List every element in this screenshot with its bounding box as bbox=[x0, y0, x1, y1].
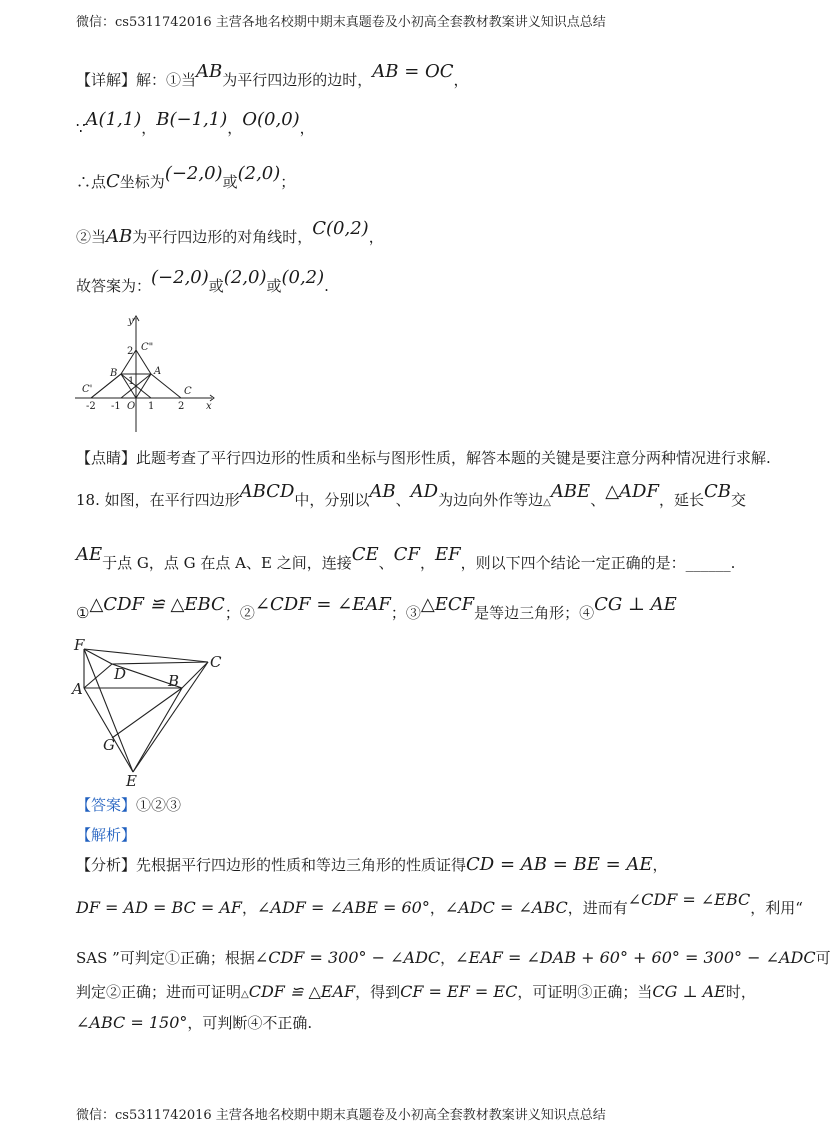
tick-y-1: 1 bbox=[128, 376, 135, 387]
analysis-line-5 bbox=[76, 1013, 312, 1033]
math: ∠CDF = ∠EAF bbox=[254, 594, 391, 615]
math: (0,2) bbox=[281, 267, 325, 288]
math: △ECF bbox=[420, 594, 475, 615]
tick-x-m2: -2 bbox=[86, 401, 96, 412]
math: EF bbox=[434, 544, 461, 565]
text: ，利用“ bbox=[750, 899, 803, 917]
text: 、 bbox=[590, 491, 606, 509]
text: ， bbox=[141, 119, 157, 137]
text: ，进而有 bbox=[567, 899, 628, 917]
text: 坐标为 bbox=[119, 173, 165, 191]
math: CF bbox=[393, 544, 420, 565]
text: 为平行四边形的边时， bbox=[222, 71, 373, 89]
page-header: 微信：cs5311742016 主营各地名校期中期末真题卷及小初高全套教材教案讲义知识点总结 bbox=[76, 15, 606, 30]
math: (−2,0) bbox=[164, 163, 223, 184]
text: ，可证明③正确；当 bbox=[517, 983, 653, 1001]
text: 是等边三角形；④ bbox=[474, 604, 595, 622]
text: ；③ bbox=[390, 604, 421, 622]
math: B(−1,1) bbox=[156, 109, 228, 130]
math: CF = EF = EC bbox=[400, 982, 518, 1001]
q18-line-1 bbox=[76, 481, 746, 513]
q18-line-2 bbox=[76, 544, 736, 573]
segment-fc bbox=[84, 649, 208, 662]
label-d: D bbox=[114, 665, 127, 683]
point-b-label: B bbox=[110, 368, 118, 379]
math: ABE bbox=[550, 481, 591, 502]
detail-line-5 bbox=[76, 267, 329, 296]
math: CD = AB = BE = AE bbox=[466, 854, 653, 875]
point-c1-label: C' bbox=[82, 384, 93, 395]
math: ∠ADC = ∠ABC bbox=[444, 898, 568, 917]
text: 为平行四边形的对角线时， bbox=[132, 228, 313, 246]
text: 或 bbox=[266, 277, 282, 295]
text: 交 bbox=[730, 491, 746, 509]
geometry-figure bbox=[70, 636, 230, 788]
math: AE bbox=[76, 544, 103, 565]
math: CB bbox=[703, 481, 731, 502]
math: CDF ≌ △EAF bbox=[248, 982, 356, 1001]
edge bbox=[136, 350, 151, 374]
text: SAS ”可判定①正确；根据 bbox=[76, 949, 255, 967]
math: DF = AD = BC = AF bbox=[76, 898, 242, 917]
math: A(1,1) bbox=[85, 109, 142, 130]
math: CG ⊥ AE bbox=[594, 594, 677, 615]
segment-bc bbox=[182, 662, 208, 688]
text: 中，分别以 bbox=[294, 491, 370, 509]
math: (2,0) bbox=[223, 267, 267, 288]
triangle-symbol: △ bbox=[543, 497, 551, 508]
text: ，可判断④不正确. bbox=[187, 1014, 313, 1032]
detail-line-2 bbox=[76, 109, 315, 138]
label-c: C bbox=[210, 653, 222, 671]
text: ；② bbox=[224, 604, 255, 622]
math: O(0,0) bbox=[242, 109, 300, 130]
comment-line: 【点睛】此题考查了平行四边形的性质和坐标与图形性质，解答本题的关键是要注意分两种情况进行求解. bbox=[76, 449, 771, 467]
math: ∠EAF = ∠DAB + 60° + 60° = 300° − ∠ADC bbox=[455, 948, 816, 967]
text: ，延长 bbox=[658, 491, 704, 509]
math: ∠ABC = 150° bbox=[76, 1013, 188, 1032]
analysis-line-2 bbox=[76, 890, 803, 918]
text: 可 bbox=[815, 949, 831, 967]
math: ∠CDF = 300° − ∠ADC bbox=[254, 948, 441, 967]
segment-be bbox=[133, 688, 182, 772]
detail-line-1 bbox=[76, 61, 469, 90]
math: ∠ADF = ∠ABE = 60° bbox=[257, 898, 430, 917]
answer-label: 【答案】 bbox=[76, 796, 137, 814]
text: ， bbox=[453, 71, 469, 89]
tick-y-2: 2 bbox=[127, 346, 134, 357]
text: ，则以下四个结论一定正确的是：______. bbox=[460, 554, 736, 572]
label-a: A bbox=[72, 680, 83, 698]
analysis-line-1 bbox=[76, 855, 668, 875]
text: 、 bbox=[378, 554, 394, 572]
math: AB bbox=[369, 481, 396, 502]
label-e: E bbox=[126, 772, 137, 790]
tick-x-2: 2 bbox=[178, 401, 185, 412]
detail-line-3 bbox=[76, 163, 296, 192]
math: ∠CDF = ∠EBC bbox=[627, 890, 751, 909]
text: ， bbox=[652, 856, 668, 874]
segment-dc bbox=[112, 662, 208, 664]
text: 18. 如图，在平行四边形 bbox=[76, 491, 240, 509]
text: . bbox=[324, 277, 329, 295]
math: CE bbox=[351, 544, 379, 565]
label-f: F bbox=[74, 636, 85, 654]
math: AB = OC bbox=[372, 61, 454, 82]
math: CG ⊥ AE bbox=[652, 982, 726, 1001]
text: 为边向外作等边 bbox=[438, 491, 544, 509]
segment-ae bbox=[84, 688, 133, 772]
y-axis-label: y bbox=[128, 316, 134, 327]
analysis-line-4 bbox=[76, 982, 756, 1005]
math: AB bbox=[196, 61, 223, 82]
text: ②当 bbox=[76, 228, 107, 246]
text: ， bbox=[299, 119, 315, 137]
x-axis-label: x bbox=[206, 401, 212, 412]
math: ABCD bbox=[239, 481, 295, 502]
segment-bg bbox=[112, 688, 182, 738]
text: 或 bbox=[222, 173, 238, 191]
text: ； bbox=[280, 173, 296, 191]
label-g: G bbox=[103, 736, 115, 754]
text: 于点 G，点 G 在点 A、E 之间，连接 bbox=[102, 554, 352, 572]
text: 、 bbox=[395, 491, 411, 509]
text: ，得到 bbox=[355, 983, 401, 1001]
edge bbox=[136, 374, 151, 398]
text: ， bbox=[440, 949, 456, 967]
label-b: B bbox=[168, 672, 180, 690]
text: 故答案为： bbox=[76, 277, 152, 295]
math: △ADF bbox=[605, 481, 659, 502]
math: AD bbox=[410, 481, 439, 502]
point-a-label: A bbox=[154, 366, 162, 377]
q18-line-3 bbox=[76, 594, 677, 623]
detail-line-4 bbox=[76, 218, 384, 247]
text: ∵ bbox=[76, 119, 86, 137]
text: ， bbox=[419, 554, 435, 572]
text: ， bbox=[429, 899, 445, 917]
math: (2,0) bbox=[237, 163, 281, 184]
math: (−2,0) bbox=[151, 267, 209, 288]
math: C(0,2) bbox=[312, 218, 369, 239]
text: 判定②正确；进而可证明 bbox=[76, 983, 242, 1001]
tick-x-1: 1 bbox=[148, 401, 155, 412]
answer-line bbox=[76, 795, 181, 815]
text: 【分析】先根据平行四边形的性质和等边三角形的性质证得 bbox=[76, 856, 467, 874]
text: 时， bbox=[725, 983, 756, 1001]
analysis-line-3 bbox=[76, 948, 831, 968]
tick-x-m1: -1 bbox=[111, 401, 121, 412]
text: ， bbox=[242, 899, 258, 917]
math: △CDF ≌ △EBC bbox=[89, 594, 225, 615]
answer-value: ①②③ bbox=[136, 796, 182, 814]
math: C bbox=[106, 171, 120, 192]
analysis-label: 【解析】 bbox=[76, 826, 137, 844]
text: ， bbox=[368, 228, 384, 246]
text: ① bbox=[76, 604, 90, 622]
page-footer: 微信：cs5311742016 主营各地名校期中期末真题卷及小初高全套教材教案讲义知识点总结 bbox=[76, 1108, 606, 1123]
text: ∴点 bbox=[76, 173, 107, 191]
point-c-label: C bbox=[184, 386, 192, 397]
triangle-symbol: △ bbox=[241, 989, 249, 1000]
point-c2-label: C" bbox=[141, 342, 154, 353]
text: ， bbox=[227, 119, 243, 137]
coordinate-graph bbox=[70, 312, 220, 434]
text: 或 bbox=[208, 277, 224, 295]
math: AB bbox=[106, 226, 133, 247]
text: 【详解】解：①当 bbox=[76, 71, 197, 89]
origin-label: O bbox=[127, 401, 136, 412]
